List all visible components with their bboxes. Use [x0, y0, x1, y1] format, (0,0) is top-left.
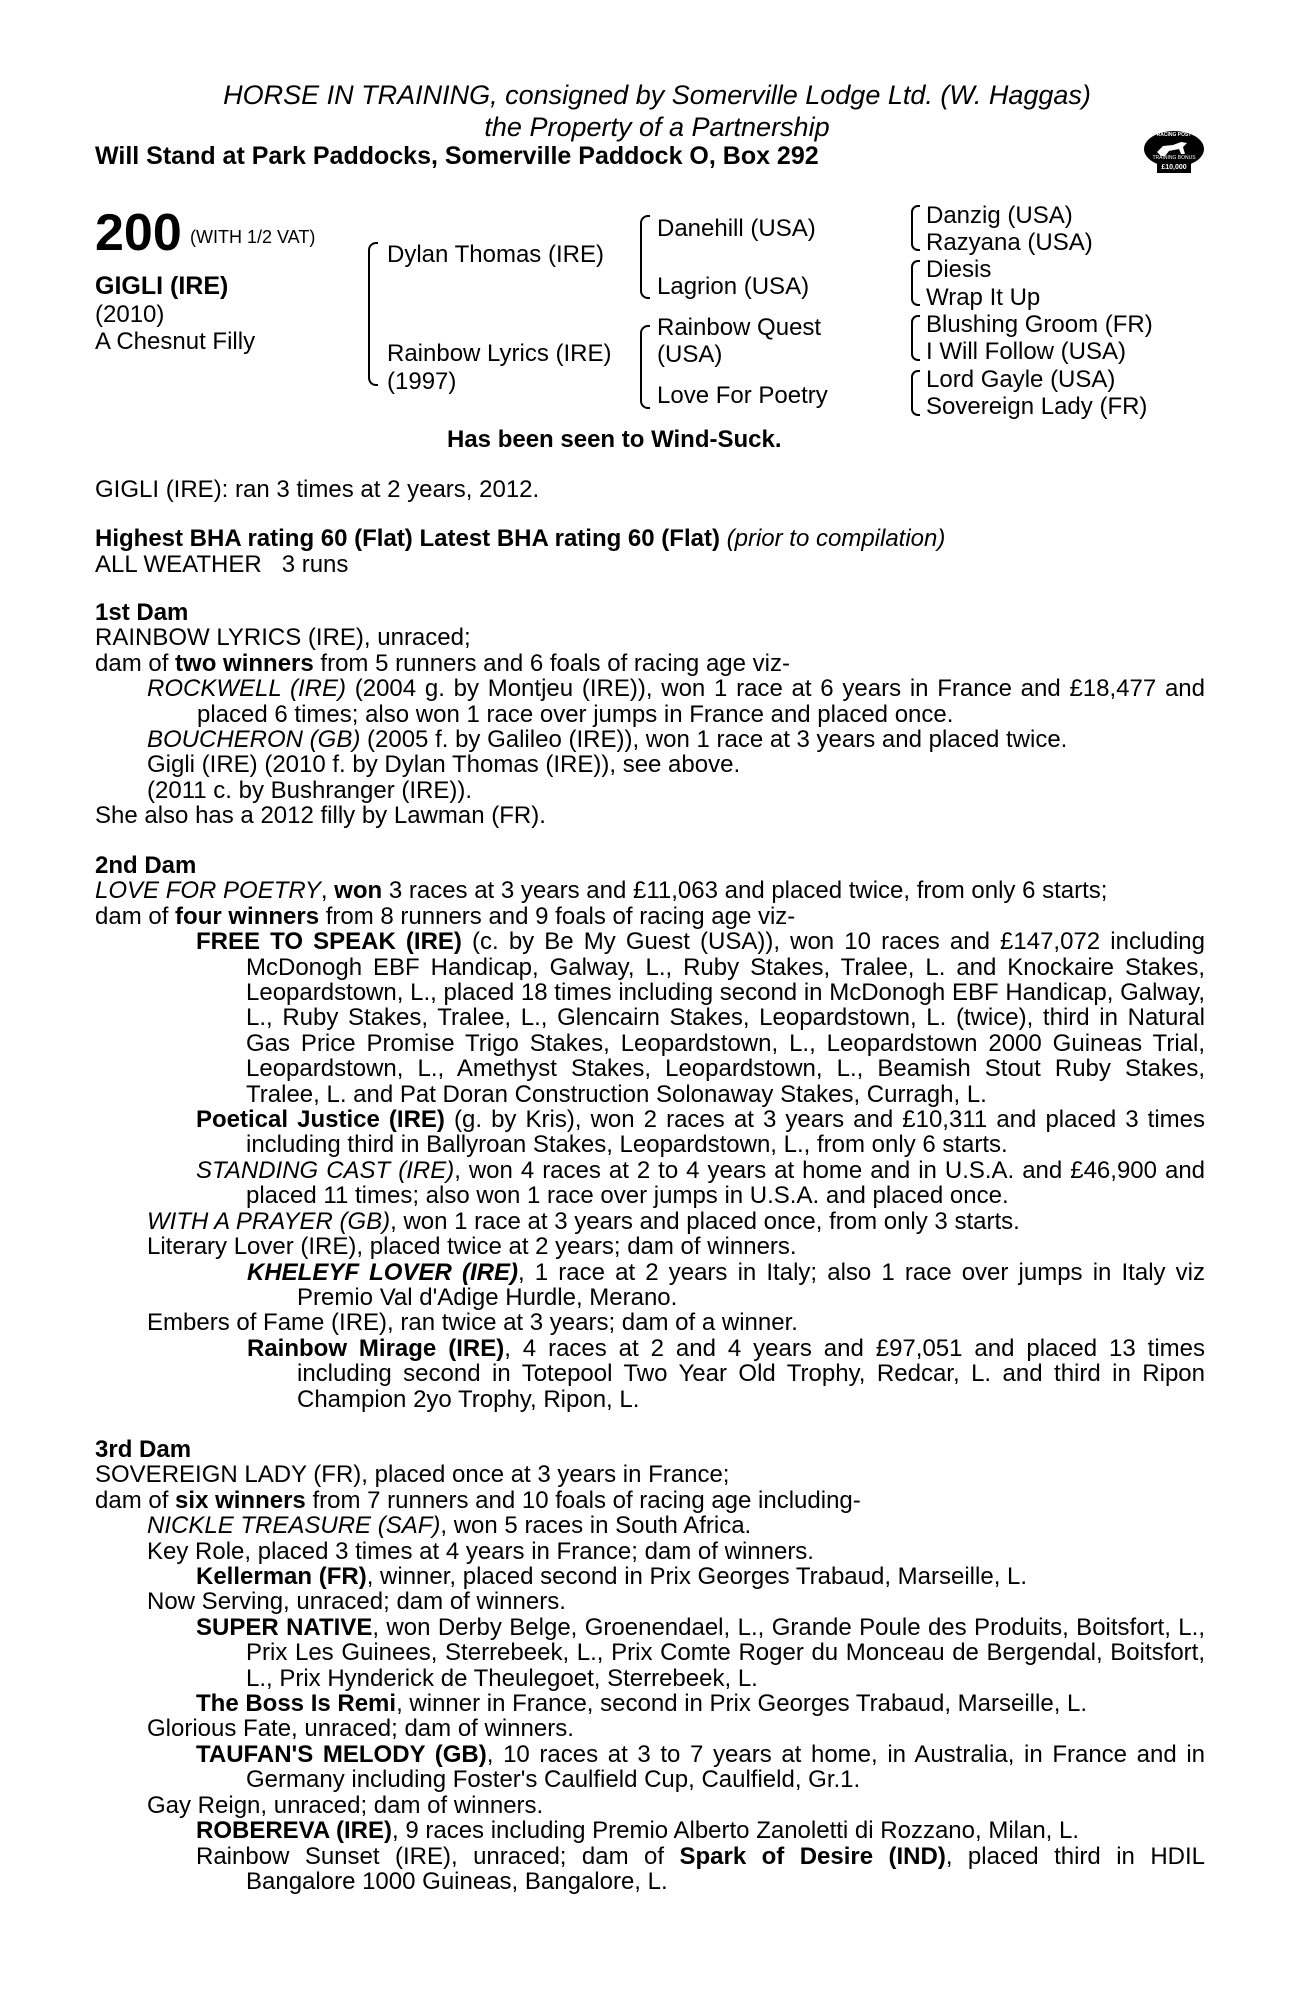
pedigree-brace-3c: [911, 315, 920, 361]
first-dam-section: [95, 600, 1205, 829]
progeny-text: , won 1 race at 3 years and placed once, from only 3 starts.: [390, 1207, 1020, 1235]
progeny-text: (2004 g. by Montjeu (IRE)), won 1 race at 6 years in France and £18,477 and placed 6 times; also won 1 race over jumps in France and placed once.: [197, 675, 1206, 728]
first-dam-progeny-3: Gigli (IRE) (2010 f. by Dylan Thomas (IRE)), see above.: [147, 751, 741, 779]
first-dam-title: 1st Dam: [95, 599, 189, 626]
progeny-name: KHELEYF LOVER (IRE): [247, 1258, 518, 1286]
third-dam-line2: [95, 1488, 1205, 1513]
pedigree-brace-2b: [640, 325, 650, 409]
progeny-text: (c. by Be My Guest (USA)), won 10 races and £147,072 including McDonogh EBF Handicap, Galway, L., Ruby Stakes, Tralee, L. and Knockaire Stakes, Leopardstown, L., placed 18 times including second in McDonogh EBF Handicap, Galway, L., Ruby Stakes, Tralee, L., Glencairn Stakes, Leopardstown, L. (twice), third in Natural Gas Price Promise Trigo Stakes, Leopardstown, L., Leopardstown 2000 Guineas Trial, Leopardstown, L., Amethyst Stakes, Leopardstown, L., Beamish Stout Ruby Stakes, Tralee, L. and Pat Doran Construction Solonaway Stakes, Curragh, L.: [246, 928, 1205, 1108]
progeny-name: ROCKWELL (IRE): [147, 675, 346, 703]
text: dam of: [95, 649, 176, 677]
first-dam-progeny-2: [95, 727, 1205, 752]
badge-mid-text: TRAINING BONUS: [1152, 155, 1196, 161]
pedigree-dam-year: (1997): [387, 368, 457, 395]
progeny-key-role: Key Role, placed 3 times at 4 years in France; dam of winners.: [147, 1537, 814, 1565]
progeny-taufans-melody: [95, 1742, 1205, 1793]
winners-count: two winners: [175, 649, 314, 677]
progeny-with-a-prayer: [95, 1209, 1205, 1234]
progeny-robereva: [95, 1818, 1205, 1843]
winners-count: four winners: [175, 902, 320, 930]
progeny-name: ROBEREVA (IRE): [196, 1817, 393, 1845]
progeny-super-native: [95, 1615, 1205, 1691]
pedigree-dsd: I Will Follow (USA): [926, 338, 1127, 365]
progeny-text: , winner in France, second in Prix Georges Trabaud, Marseille, L.: [396, 1690, 1088, 1718]
bha-rating-values: Highest BHA rating 60 (Flat) Latest BHA rating 60 (Flat): [95, 525, 720, 552]
pedigree-dss: Blushing Groom (FR): [926, 311, 1153, 338]
second-dam-section: [95, 853, 1205, 1412]
badge-top-text: RACING POST: [1156, 132, 1192, 138]
first-dam-progeny-1: [95, 676, 1205, 727]
progeny-the-boss-is-remi: [95, 1691, 1205, 1716]
pedigree-dam-dam: Love For Poetry: [657, 382, 828, 409]
progeny-now-serving: Now Serving, unraced; dam of winners.: [147, 1588, 566, 1616]
text: 3 races at 3 years and £11,063 and placed twice, from only 6 starts;: [382, 877, 1108, 905]
third-dam-title: 3rd Dam: [95, 1436, 192, 1463]
progeny-name: The Boss Is Remi: [196, 1690, 397, 1718]
second-dam-title: 2nd Dam: [95, 852, 197, 879]
horse-foaling-year: (2010): [95, 301, 165, 328]
pedigree-sire-sire: Danehill (USA): [657, 215, 816, 242]
pedigree-dam: Rainbow Lyrics (IRE): [387, 340, 612, 367]
progeny-kheleyf-lover: [95, 1260, 1205, 1311]
progeny-name: SUPER NATIVE: [196, 1613, 373, 1641]
pedigree-sire: Dylan Thomas (IRE): [387, 241, 604, 268]
third-dam-line1: SOVEREIGN LADY (FR), placed once at 3 years in France;: [95, 1461, 730, 1489]
text: from 7 runners and 10 foals of racing age including-: [305, 1486, 861, 1514]
progeny-text: (2005 f. by Galileo (IRE)), won 1 race at 3 years and placed twice.: [360, 726, 1068, 754]
pedigree-brace-3d: [911, 370, 920, 416]
wind-suck-note: Has been seen to Wind-Suck.: [447, 426, 782, 453]
bha-rating-note: (prior to compilation): [726, 525, 946, 552]
won-label: won: [334, 877, 383, 905]
progeny-text: (g. by Kris), won 2 races at 3 years and £10,311 and placed 3 times including third in Ballyroan Stakes, Leopardstown, L., from only 6 starts.: [246, 1106, 1206, 1159]
pedigree-ddd: Sovereign Lady (FR): [926, 393, 1148, 420]
progeny-name: Poetical Justice (IRE): [196, 1106, 445, 1134]
progeny-name: STANDING CAST (IRE): [196, 1156, 455, 1184]
pedigree-sss: Danzig (USA): [926, 202, 1073, 229]
progeny-gay-reign: Gay Reign, unraced; dam of winners.: [147, 1791, 544, 1819]
text: dam of: [95, 1486, 176, 1514]
progeny-text: , 4 races at 2 and 4 years and £97,051 and placed 13 times including second in Totepool Two Year Old Trophy, Redcar, L. and third in Ripon Champion 2yo Trophy, Ripon, L.: [297, 1334, 1205, 1413]
first-dam-note: She also has a 2012 filly by Lawman (FR).: [95, 802, 546, 830]
race-record: GIGLI (IRE): ran 3 times at 2 years, 2012.: [95, 476, 540, 503]
pedigree-brace-2a: [640, 215, 650, 299]
text: Rainbow Sunset (IRE), unraced; dam of: [196, 1842, 680, 1870]
lot-vat-note: (WITH 1/2 VAT): [190, 227, 316, 247]
pedigree-dds: Lord Gayle (USA): [926, 366, 1116, 393]
progeny-free-to-speak: [95, 929, 1205, 1107]
progeny-rainbow-sunset: [95, 1844, 1205, 1895]
header-consignor: HORSE IN TRAINING, consigned by Somerville Lodge Ltd. (W. Haggas): [223, 80, 1091, 110]
progeny-text: , 9 races including Premio Alberto Zanoletti di Rozzano, Milan, L.: [392, 1817, 1080, 1845]
pedigree-sds: Diesis: [926, 256, 992, 283]
training-bonus-badge: [1143, 128, 1205, 174]
text: from 8 runners and 9 foals of racing age viz-: [319, 902, 796, 930]
first-dam-progeny-4: (2011 c. by Bushranger (IRE)).: [147, 776, 473, 804]
progeny-text: , 1 race at 2 years in Italy; also 1 race over jumps in Italy viz Premio Val d'Adige Hurdle, Merano.: [297, 1258, 1206, 1311]
second-dam-line2: [95, 904, 1205, 929]
text: ,: [320, 877, 335, 905]
progeny-kellerman: [95, 1564, 1205, 1589]
progeny-name: Spark of Desire (IND): [679, 1842, 946, 1870]
progeny-nickle-treasure: [95, 1513, 1205, 1538]
progeny-name: TAUFAN'S MELODY (GB): [196, 1740, 487, 1768]
progeny-text: , won 4 races at 2 to 4 years at home and in U.S.A. and £46,900 and placed 11 times; also won 1 race over jumps in U.S.A. and placed once.: [246, 1156, 1206, 1210]
pedigree-brace-3a: [911, 205, 920, 251]
progeny-name: FREE TO SPEAK (IRE): [196, 928, 462, 956]
progeny-standing-cast: [145, 1158, 1205, 1209]
progeny-embers-of-fame: Embers of Fame (IRE), ran twice at 3 years; dam of a winner.: [147, 1309, 798, 1337]
winners-count: six winners: [175, 1486, 306, 1514]
header-owner: the Property of a Partnership: [484, 112, 830, 142]
header-stand-location: Will Stand at Park Paddocks, Somerville Paddock O, Box 292: [95, 142, 819, 170]
progeny-name: Kellerman (FR): [196, 1563, 367, 1591]
second-dam-line1: [95, 878, 1205, 903]
text: dam of: [95, 902, 176, 930]
third-dam-section: [95, 1437, 1205, 1894]
first-dam-line1: RAINBOW LYRICS (IRE), unraced;: [95, 624, 471, 652]
pedigree-brace-3b: [911, 260, 920, 306]
pedigree-dam-sire: Rainbow Quest: [657, 314, 822, 341]
pedigree-sire-dam: Lagrion (USA): [657, 273, 810, 300]
progeny-glorious-fate: Glorious Fate, unraced; dam of winners.: [147, 1715, 574, 1743]
badge-amount: £10,000: [1161, 164, 1187, 171]
progeny-text: , 10 races at 3 to 7 years at home, in Australia, in France and in Germany including Foster's Caulfield Cup, Caulfield, Gr.1.: [246, 1740, 1206, 1794]
pedigree-brace-1: [368, 242, 378, 386]
text: from 5 runners and 6 foals of racing age viz-: [313, 649, 790, 677]
dam-name: LOVE FOR POETRY: [95, 877, 321, 905]
bha-rating: [95, 526, 945, 552]
progeny-text: , won 5 races in South Africa.: [440, 1512, 752, 1540]
progeny-name: Rainbow Mirage (IRE): [247, 1334, 505, 1362]
progeny-text: , placed third in HDIL Bangalore 1000 Guineas, Bangalore, L.: [246, 1842, 1205, 1895]
progeny-name: WITH A PRAYER (GB): [147, 1207, 391, 1235]
pedigree-sdd: Wrap It Up: [926, 284, 1041, 311]
progeny-name: NICKLE TREASURE (SAF): [147, 1512, 441, 1540]
progeny-poetical-justice: [95, 1107, 1205, 1158]
horse-description: A Chesnut Filly: [95, 328, 256, 355]
lot-number: 200: [95, 204, 182, 262]
progeny-literary-lover: Literary Lover (IRE), placed twice at 2 years; dam of winners.: [147, 1233, 797, 1261]
progeny-text: , won Derby Belge, Groenendael, L., Grande Poule des Produits, Boitsfort, L., Prix Les Guinees, Sterrebeek, L., Prix Comte Roger du Monceau de Bergendal, Boitsfort, L., Prix Hynderick de Theulegoet, Sterrebeek, L.: [246, 1613, 1205, 1692]
progeny-name: BOUCHERON (GB): [147, 726, 361, 754]
pedigree-dam-sire-origin: (USA): [657, 341, 723, 368]
horse-name: GIGLI (IRE): [95, 272, 229, 300]
first-dam-line2: [95, 651, 1205, 676]
progeny-rainbow-mirage: [95, 1336, 1205, 1412]
progeny-text: , winner, placed second in Prix Georges Trabaud, Marseille, L.: [366, 1563, 1028, 1591]
all-weather-runs: ALL WEATHER 3 runs: [95, 551, 349, 578]
pedigree-ssd: Razyana (USA): [926, 229, 1093, 256]
